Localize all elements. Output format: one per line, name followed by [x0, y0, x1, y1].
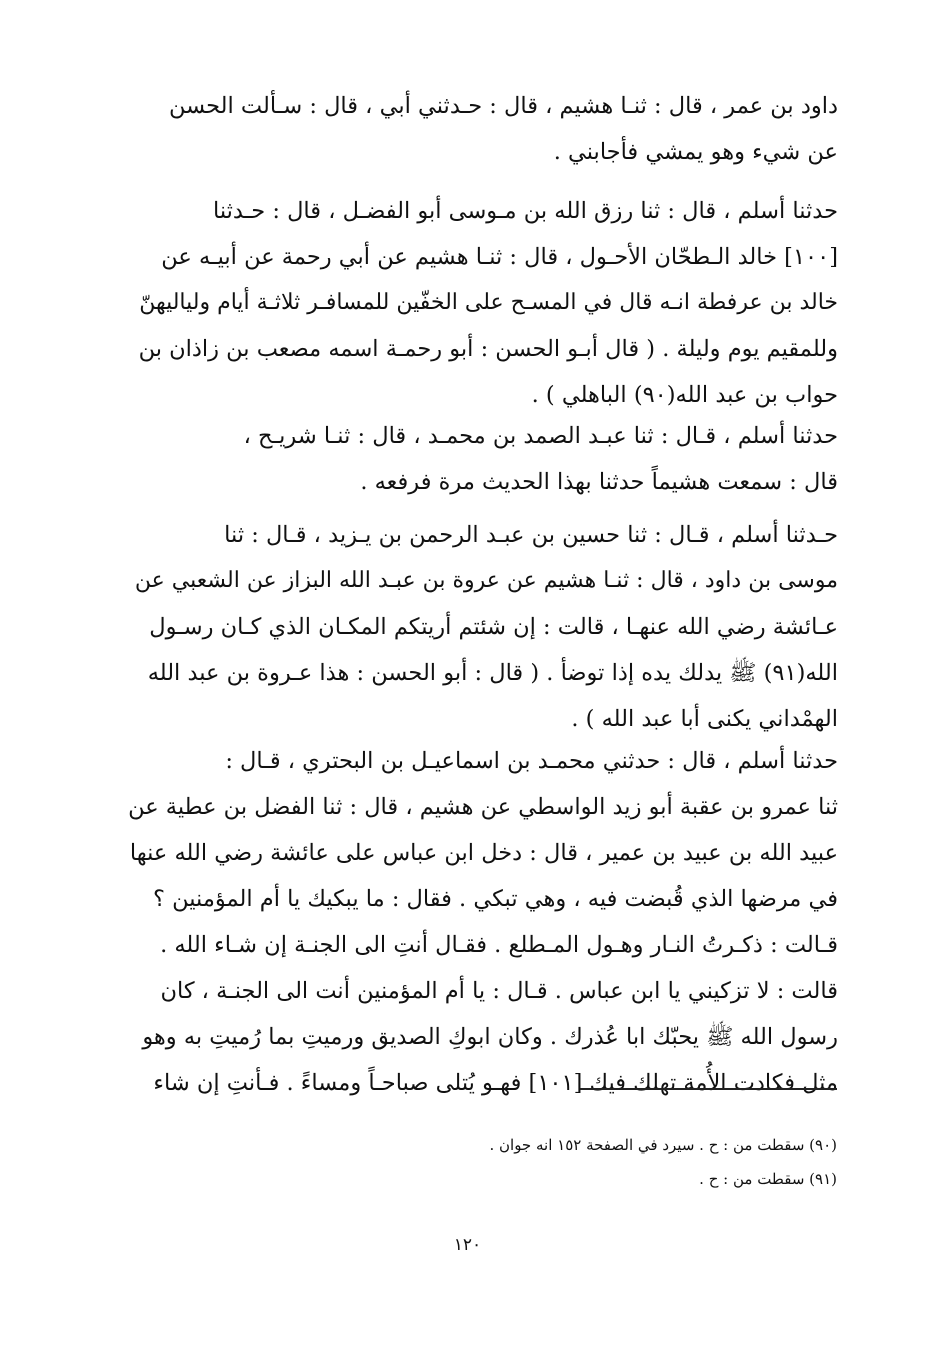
paragraph-1: [128, 83, 838, 175]
text-line: حـدثنا أسلم ، قـال : ثنا حسين بن عبـد الرحمن بن يـزيد ، قـال : ثنا: [224, 522, 838, 548]
text-line: قالت : لا تزكيني يا ابن عباس . قـال : يا أم المؤمنين أنت الى الجنـة ، كان: [160, 978, 838, 1004]
paragraph-2: [128, 188, 838, 418]
text-line: حواب بن عبد الله(٩٠) الباهلي ) .: [531, 382, 838, 408]
text-line: عن شيء وهو يمشي فأجابني .: [553, 139, 838, 165]
text-line: داود بن عمر ، قال : ثنـا هشيم ، قال : حـدثني أبي ، قال : سـألت الحسن: [168, 93, 838, 119]
text-line: رسول الله ﷺ يحبّك ابا عُذرك . وكان ابوكِ الصديق ورميتِ بما رُميتِ به وهو: [142, 1024, 838, 1050]
text-line: الهمْداني يكنى أبا عبد الله ) .: [571, 706, 838, 732]
text-line: الله(٩١) ﷺ يدلك يده إذا توضأ . ( قال : أبو الحسن : هذا عـروة بن عبد الله: [147, 660, 838, 686]
text-line: عبيد الله بن عبيد بن عمير ، قال : دخل ابن عباس على عائشة رضي الله عنها: [129, 840, 838, 866]
page-number: ١٢٠: [453, 1235, 482, 1255]
text-line: موسى بن داود ، قال : ثنـا هشيم عن عروة بن عبـد الله البزاز عن الشعبي عن: [134, 568, 838, 593]
text-line: حدثنا أسلم ، قـال : ثنا عبـد الصمد بن محمـد ، قال : ثنـا شريـح ،: [243, 423, 838, 449]
text-line: في مرضها الذي قُبضت فيه ، وهي تبكي . فقال : ما يبكيك يا أم المؤمنين ؟: [153, 886, 838, 912]
text-line: قال : سمعت هشيماً حدثنا بهذا الحديث مرة فرفعه .: [360, 469, 838, 495]
text-line: مثل فكادت الأُمة تهلك فيك [١٠١] فهـو يُتلى صباحـاً ومساءً . فـأنتِ إن شاء: [153, 1070, 838, 1096]
text-line: خالد بن عرفطة انـه قال في المسـح على الخفّين للمسافـر ثلاثـة أيام ولياليهنّ: [139, 290, 838, 315]
text-line: حدثنا أسلم ، قال : ثنا رزق الله بن مـوسى أبو الفضـل ، قال : حـدثنا: [212, 198, 838, 224]
paragraph-3: [128, 413, 838, 505]
text-line: [١٠٠] خالد الـطحّان الأحـول ، قال : ثنـا هشيم عن أبي رحمة عن أبيـه عن: [161, 244, 838, 270]
footnote-90: (٩٠) سقطت من : ح . سيرد في الصفحة ١٥٢ انه جوان .: [489, 1136, 837, 1154]
footnote-divider: [580, 1088, 837, 1090]
paragraph-5: [128, 738, 838, 1106]
footnote-91: (٩١) سقطت من : ح .: [699, 1170, 837, 1188]
paragraph-4: [128, 512, 838, 742]
text-line: قـالت : ذكـرتُ النـار وهـول المـطلع . فقـال أنتِ الى الجنـة إن شـاء الله .: [160, 932, 838, 958]
text-line: وللمقيم يوم وليلة . ( قال أبـو الحسن : أبو رحمـة اسمه مصعب بن زاذان بن: [138, 336, 838, 362]
text-line: ثنا عمرو بن عقبة أبو زيد الواسطي عن هشيم ، قال : ثنا الفضل بن عطية عن: [128, 794, 838, 820]
text-line: عـائشة رضي الله عنهـا ، قالت : إن شئتم أريتكم المكـان الذي كـان رسـول: [149, 614, 838, 640]
text-line: حدثنا أسلم ، قال : حدثني محمـد بن اسماعيـل بن البحتري ، قـال :: [225, 748, 838, 774]
